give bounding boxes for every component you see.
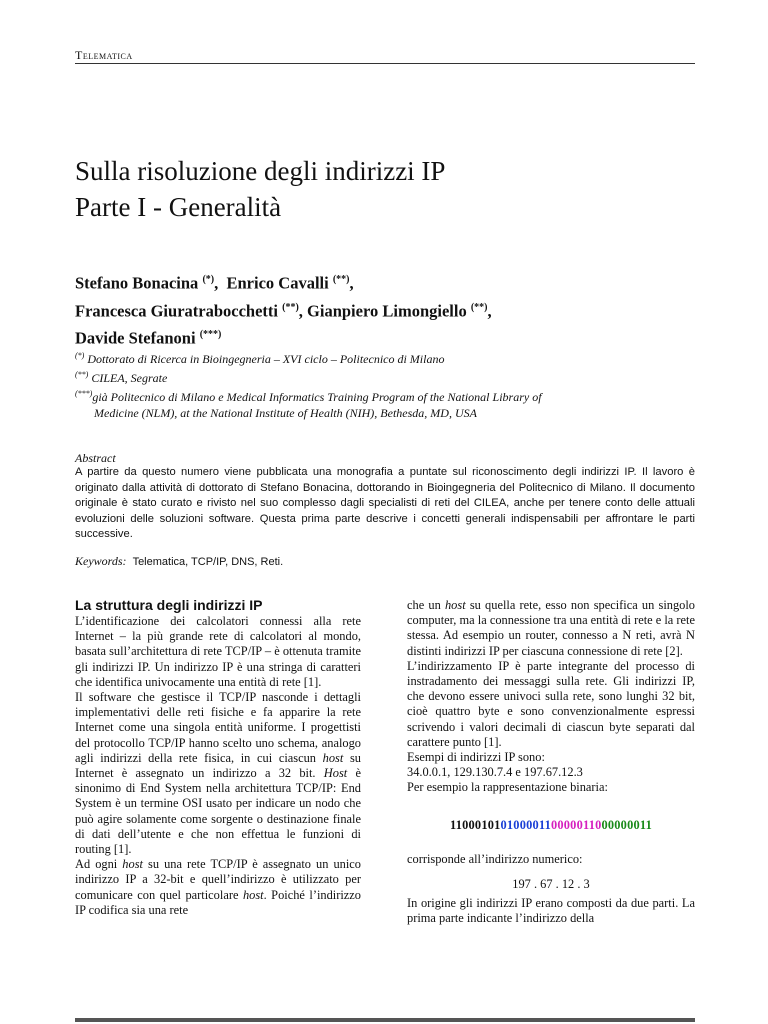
affiliation-mark: (**) bbox=[75, 370, 89, 379]
paragraph: L’indirizzamento IP è parte integrante del processo di instradamento dei messaggi sulla rete. Gli indirizzi IP, che devono essere univoci sulla rete, sono lunghi 32 bit, cioè quattro byte e sono convenzionalmente espressi scrivendo i valori decimali di ciascun byte separati dal carattere punto [1]. bbox=[407, 658, 695, 749]
keywords-value: Telematica, TCP/IP, DNS, Reti. bbox=[132, 556, 284, 568]
author-name: Stefano Bonacina bbox=[75, 273, 199, 293]
affiliation-text: Dottorato di Ricerca in Bioingegneria – XVI ciclo – Politecnico di Milano bbox=[84, 352, 445, 366]
affiliation-line bbox=[75, 348, 695, 367]
author-mark: (*) bbox=[202, 274, 215, 285]
affiliations bbox=[75, 348, 695, 421]
ip-examples: 34.0.0.1, 129.130.7.4 e 197.67.12.3 bbox=[407, 765, 583, 780]
running-head: Telematica bbox=[75, 48, 133, 62]
paragraph: Per esempio la rappresentazione binaria: bbox=[407, 780, 608, 795]
paragraph: In origine gli indirizzi IP erano composti da due parti. La prima parte indicante l’indirizzo della bbox=[407, 896, 695, 926]
author-name: Davide Stefanoni bbox=[75, 328, 196, 348]
affiliation-line bbox=[75, 405, 695, 421]
header-rule bbox=[75, 63, 695, 64]
author-list: Stefano Bonacina (*), Enrico Cavalli (**), Francesca Giuratrabocchetti (**), Gianpiero Limongiello (**), Davide Stefanoni (***) bbox=[75, 273, 492, 348]
footer-rule bbox=[75, 1018, 695, 1022]
keywords bbox=[75, 554, 695, 569]
author-mark: (**) bbox=[470, 301, 488, 313]
ip-numeric: 197 . 67 . 12 . 3 bbox=[512, 877, 590, 892]
affiliation-line bbox=[75, 386, 695, 405]
paragraph: corrisponde all’indirizzo numerico: bbox=[407, 851, 583, 866]
paragraph: Esempi di indirizzi IP sono: bbox=[407, 750, 545, 765]
affiliation-line bbox=[75, 367, 695, 386]
affiliation-text: già Politecnico di Milano e Medical Informatics Training Program of the National Library of bbox=[92, 390, 542, 404]
body-column-right bbox=[407, 598, 695, 927]
abstract-text: A partire da questo numero viene pubblicata una monografia a puntate sul riconoscimento degli indirizzi IP. Il lavoro è originato dalla attività di dottorato di Stefano Bonacina, dottorando in Bioingegneria del Politecnico di Milano. Il documento originale è stato curato e rivisto nel suo complesso dagli specialisti di reti del CILEA, anche per tenere conto delle attuali evoluzioni delle soluzioni software. Questa prima parte descrive i concetti generali indispensabili per affrontare le parti successive. bbox=[75, 466, 695, 540]
keywords-label: Keywords: bbox=[75, 554, 127, 568]
article-title bbox=[75, 153, 695, 225]
author-name: Enrico Cavalli bbox=[226, 273, 329, 293]
author-name: Gianpiero Limongiello bbox=[307, 301, 467, 320]
paragraph: L’identificazione dei calcolatori connessi alla rete Internet – la più grande rete di calcolatori al mondo, basata sull’architettura di rete TCP/IP – è ottenuta tramite gli indirizzi IP. Un indirizzo IP è una stringa di caratteri che identifica univocamente una entità di rete [1]. bbox=[75, 614, 361, 689]
abstract-label: Abstract bbox=[75, 451, 116, 465]
author-mark: (**) bbox=[282, 301, 299, 313]
affiliation-mark: (*) bbox=[75, 351, 85, 360]
body-column-left bbox=[75, 614, 361, 918]
binary-byte-4: 00000011 bbox=[601, 817, 652, 832]
title-line-1: Sulla risoluzione degli indirizzi IP bbox=[75, 156, 446, 186]
binary-byte-2: 01000011 bbox=[500, 817, 551, 832]
binary-ip bbox=[407, 818, 695, 833]
author-mark: (***) bbox=[199, 329, 222, 340]
author-name: Francesca Giuratrabocchetti bbox=[75, 301, 278, 320]
binary-byte-1: 11000101 bbox=[450, 817, 501, 832]
author-mark: (**) bbox=[332, 274, 350, 285]
affiliation-text: Medicine (NLM), at the National Institute of Health (NIH), Bethesda, MD, USA bbox=[94, 406, 477, 420]
binary-byte-3: 00000110 bbox=[551, 817, 602, 832]
affiliation-mark: (***) bbox=[75, 389, 93, 398]
paragraph: Ad ogni host su una rete TCP/IP è assegnato un unico indirizzo IP a 32-bit e quell’indirizzo è utilizzato per comunicare con quel particolare host. Poiché l’indirizzo IP codifica sia una rete bbox=[75, 857, 361, 917]
paragraph: Il software che gestisce il TCP/IP nasconde i dettagli implementativi delle reti fisiche e fa apparire la rete Internet come una singola entità uniforme. I progettisti del protocollo TCP/IP hanno scelto uno schema, analogo agli indirizzi della rete fisica, in cui ciascun host su Internet è assegnato un indirizzo a 32 bit. Host è sinonimo di End System nella architettura TCP/IP: End System è un termine OSI usato per indicare un nodo che può agire solamente come sorgente o destinazione finale di dati dell’utente e che non effettua le funzioni di routing [1]. bbox=[75, 690, 361, 857]
title-line-2: Parte I - Generalità bbox=[75, 192, 282, 222]
affiliation-text: CILEA, Segrate bbox=[88, 371, 168, 385]
paragraph: che un host su quella rete, esso non specifica un singolo computer, ma la connessione tra una entità di rete e la rete stessa. Ad esempio un router, connesso a N reti, avrà N distinti indirizzi IP per ciascuna connessione di rete [2]. bbox=[407, 598, 695, 658]
section-title: La struttura degli indirizzi IP bbox=[75, 597, 263, 613]
